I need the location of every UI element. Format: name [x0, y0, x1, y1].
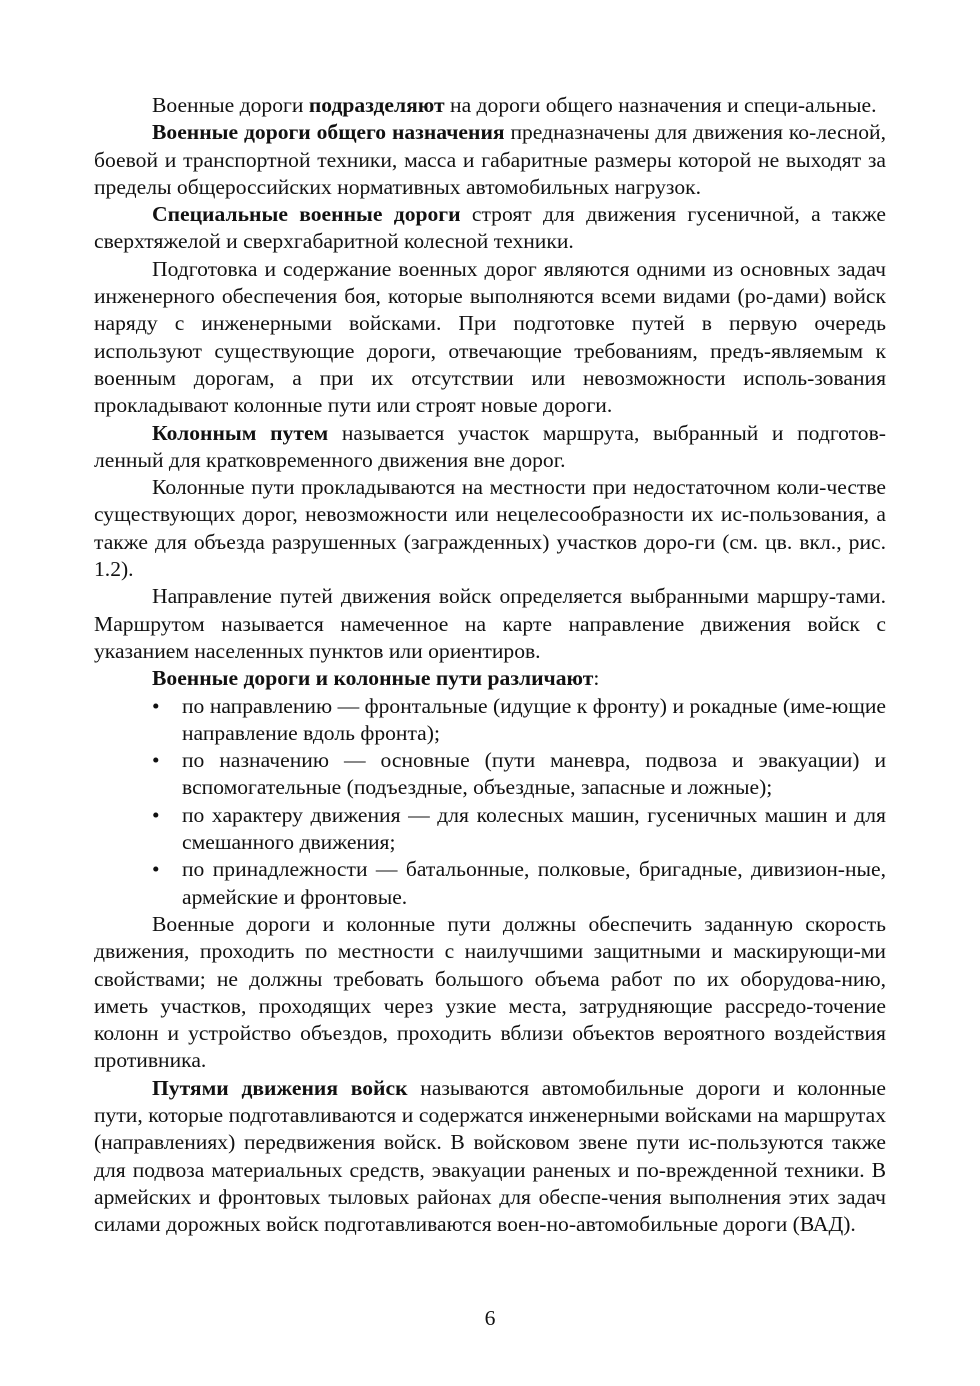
term-column-route: Колонным путем [152, 420, 329, 445]
list-item: • по направлению — фронтальные (идущие к фронту) и рокадные (име-ющие направление вдоль фронта); [152, 693, 886, 745]
paragraph-column-routes-laying: Колонные пути прокладываются на местности при недостаточном коли-честве существующих дорог, невозможности или нецелесообразности их ис-пользования, а также для объезда разрушенных (загражденных) участков доро-ги (см. цв. вкл., рис. 1.2). [94, 475, 886, 582]
bullet-icon: • [152, 693, 160, 718]
list-item: • по характеру движения — для колесных машин, гусеничных машин и для смешанного движения; [152, 802, 886, 855]
paragraph-road-classification: Военные дороги подразделяют на дороги общего назначения и специ-альные. [152, 93, 877, 117]
paragraph-road-preparation: Подготовка и содержание военных дорог являются одними из основных задач инженерного обеспечения боя, которые выполняются всеми видами (ро-дами) войск наряду с инженерными войсками. При подготовке путей в первую очередь используют существующие дороги, отвечающие требованиям, предъ-являемым к военным дорогам, а при их отсутствии или невозможности исполь-зования прокладывают колонные пути или строят новые дороги. [94, 256, 886, 418]
list-item: • по назначению — основные (пути маневра, подвоза и эвакуации) и вспомогательные (подъездные, объездные, запасные и ложные); [152, 748, 886, 800]
page-number: 6 [484, 1306, 496, 1330]
term-distinguished: Военные дороги и колонные пути различают [152, 666, 594, 691]
term-general-purpose-roads: Военные дороги общего назначения [152, 120, 505, 145]
paragraph-troop-movement-routes: Путями движения войск называются автомобильные дороги и колонные пути, которые подготавливаются и содержатся инженерными войсками на маршрутах (направлениях) передвижения войск. В войсковом звене пути ис-пользуются также для подвоза материальных средств, эвакуации раненых и по-врежденной техники. В армейских и фронтовых тыловых районах для обеспе-чения выполнения этих задач силами дорожных войск подготавливаются воен-но-автомобильные дороги (ВАД). [94, 1075, 886, 1237]
term-subdivided: подразделяют [308, 93, 445, 117]
bullet-icon: • [152, 857, 160, 882]
term-special-roads: Специальные военные дороги [152, 202, 461, 227]
bullet-icon: • [152, 802, 160, 827]
paragraph-distinguished-by: Военные дороги и колонные пути различают: [152, 666, 600, 691]
page-body [94, 92, 886, 1238]
list-item: • по принадлежности — батальонные, полковые, бригадные, дивизион-ные, армейские и фронтовые. [152, 857, 886, 909]
paragraph-special-roads: Специальные военные дороги строят для движения гусеничной, а также сверхтяжелой и сверхгабаритной колесной техники. [94, 202, 886, 254]
paragraph-column-route-definition: Колонным путем называется участок маршрута, выбранный и подготов-ленный для кратковременного движения вне дорог. [94, 420, 886, 472]
bullet-icon: • [152, 748, 160, 773]
paragraph-route-requirements: Военные дороги и колонные пути должны обеспечить заданную скорость движения, проходить по местности с наилучшими защитными и маскирующи-ми свойствами; не должны требовать большого объема работ по их оборудова-нию, иметь участков, проходящих через узкие места, затрудняющие рассредо-точение колонн и устройство объездов, проходить вблизи объектов вероятного воздействия противника. [94, 911, 886, 1073]
paragraph-route-direction: Направление путей движения войск определяется выбранными маршру-тами. Маршрутом называется намеченное на карте направление движения войск с указанием населенных пунктов или ориентиров. [94, 584, 886, 663]
term-troop-movement-routes: Путями движения войск [152, 1075, 408, 1100]
classification-list [94, 693, 886, 911]
paragraph-general-purpose-roads: Военные дороги общего назначения предназначены для движения ко-лесной, боевой и транспортной техники, масса и габаритные размеры которой не выходят за пределы общероссийских нормативных автомобильных нагрузок. [94, 120, 886, 199]
